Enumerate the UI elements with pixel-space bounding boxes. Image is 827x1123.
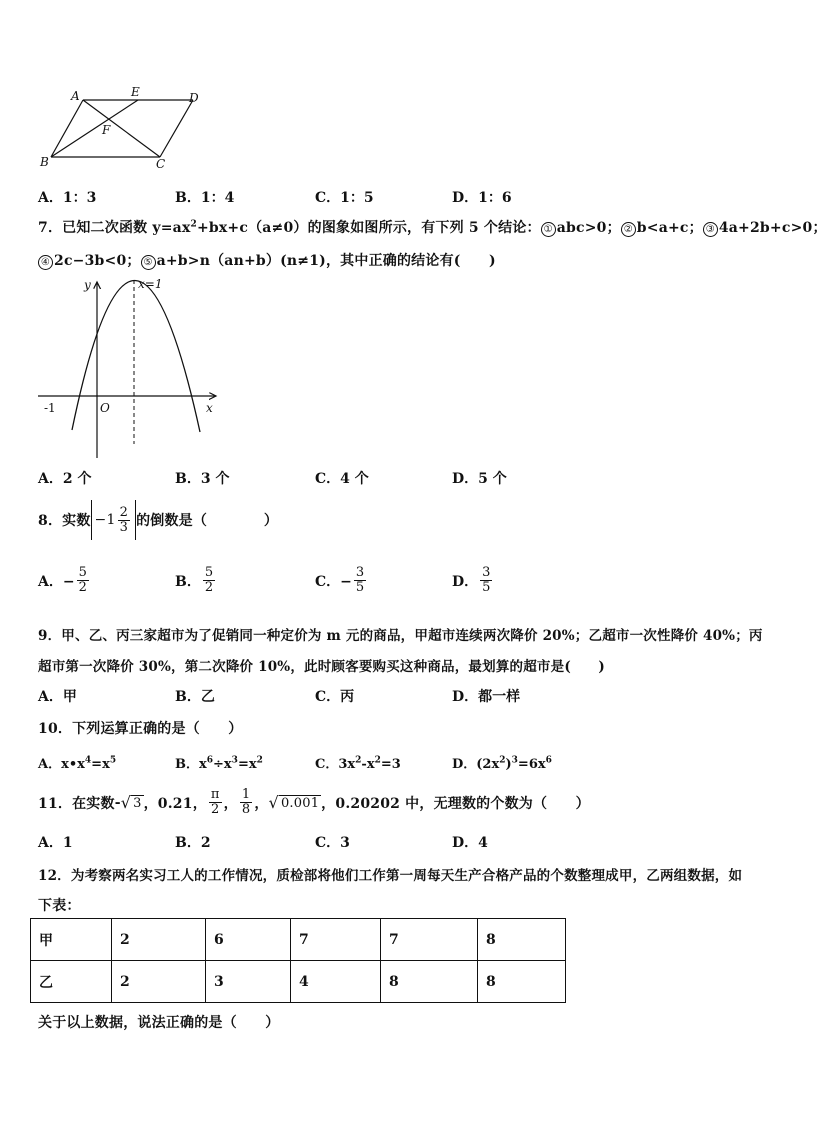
sqrt-0001: √ 0.001 xyxy=(268,793,320,812)
parallelogram-figure xyxy=(36,84,206,174)
table-cell: 甲 xyxy=(31,919,112,961)
data-table xyxy=(30,918,566,1003)
q8-option-a: A．− $\frac{5}{2}$ xyxy=(38,565,87,595)
label-A: A xyxy=(71,89,80,103)
q7-stem-line2: ④ 2c−3b<0； ⑤ a+b>n（an+b）(n≠1)，其中正确的结论有( ) xyxy=(38,250,496,270)
q7-option-b: B．3 个 xyxy=(175,471,230,487)
q7-option-a: A．2 个 xyxy=(38,471,92,487)
q12-stem-line2: 下表： xyxy=(38,898,81,914)
q8-option-d: D． $\frac{3}{5}$ xyxy=(452,565,491,595)
parabola-curve xyxy=(72,280,200,432)
axis-label: x=1 xyxy=(138,277,163,291)
q9-option-b: B．乙 xyxy=(175,689,215,705)
origin-label: O xyxy=(100,401,110,415)
minus-one-label: -1 xyxy=(44,401,56,415)
table-cell: 8 xyxy=(478,919,566,961)
q10-option-c: C．$3x^2-x^2=3$ xyxy=(315,755,401,772)
q11-option-a: A．1 xyxy=(38,835,73,851)
table-cell: 8 xyxy=(381,961,478,1003)
table-cell: 7 xyxy=(291,919,381,961)
q12-stem-line1: 12．为考察两名实习工人的工作情况，质检部将他们工作第一周每天生产合格产品的个数整理成甲，乙两组数据，如 xyxy=(38,868,743,884)
q8-option-b: B． $\frac{5}{2}$ xyxy=(175,565,214,595)
q6-option-b: B．1：4 xyxy=(175,190,235,206)
q7-option-d: D．5 个 xyxy=(452,471,507,487)
q10-stem: 10．下列运算正确的是（ ） xyxy=(38,721,243,737)
q11-option-b: B．2 xyxy=(175,835,211,851)
q9-stem-line1: 9．甲、乙、丙三家超市为了促销同一种定价为 m 元的商品，甲超市连续两次降价 20%；乙超市一次性降价 40%；丙 xyxy=(38,628,763,644)
q10-option-d: D．$(2x^2)^3=6x^6$ xyxy=(452,755,552,772)
table-cell: 2 xyxy=(112,919,206,961)
q9-option-c: C．丙 xyxy=(315,689,355,705)
x-label: x xyxy=(206,401,213,415)
q9-option-d: D．都一样 xyxy=(452,689,521,705)
table-cell: 4 xyxy=(291,961,381,1003)
table-row xyxy=(31,961,566,1003)
parabola-graph xyxy=(30,272,230,462)
q6-option-a: A．1：3 xyxy=(38,190,97,206)
q11-stem: 11．在实数 - √ 3 ，0.21， $\frac{\pi}{2}$ ， $\frac{1}{8}$ ， √ 0.001 ，0.20202 中，无理数的个数为（ ） xyxy=(38,787,590,817)
label-D: D xyxy=(189,91,199,105)
sqrt-3: √ 3 xyxy=(120,793,142,812)
q7-stem-line1: 7．已知二次函数 $y=ax^2+bx+c(a\ne 0)$的图象如图所示，有下列 5 个结论： ① abc>0； ② b<a+c； ③ 4a+2b+c>0； xyxy=(38,219,827,236)
label-B: B xyxy=(40,155,49,169)
q7-option-c: C．4 个 xyxy=(315,471,369,487)
q8-option-c: C．− $\frac{3}{5}$ xyxy=(315,565,365,595)
table-cell: 6 xyxy=(206,919,291,961)
label-C: C xyxy=(156,157,166,171)
table-cell: 乙 xyxy=(31,961,112,1003)
q6-option-d: D．1：6 xyxy=(452,190,512,206)
label-E: E xyxy=(131,85,140,99)
q6-option-c: C．1：5 xyxy=(315,190,374,206)
q12-question: 关于以上数据，说法正确的是（ ） xyxy=(38,1015,280,1031)
table-cell: 7 xyxy=(381,919,478,961)
table-cell: 2 xyxy=(112,961,206,1003)
table-cell: 8 xyxy=(478,961,566,1003)
label-F: F xyxy=(102,123,111,137)
y-label: y xyxy=(84,278,91,292)
q10-option-a: A．$x•x^4=x^5$ xyxy=(38,755,117,772)
table-row xyxy=(31,919,566,961)
q8-stem: 8．实数 −1 $\frac{2}{3}$ 的倒数是（ ） xyxy=(38,500,278,540)
table-cell: 3 xyxy=(206,961,291,1003)
q11-option-d: D．4 xyxy=(452,835,488,851)
absolute-value: −1 $\frac{2}{3}$ xyxy=(91,500,137,540)
q10-option-b: B．$x^6\div x^3=x^2$ xyxy=(175,755,263,772)
q9-stem-line2: 超市第一次降价 30%，第二次降价 10%，此时顾客要购买这种商品，最划算的超市是( ) xyxy=(38,659,605,675)
q9-option-a: A．甲 xyxy=(38,689,77,705)
q11-option-c: C．3 xyxy=(315,835,350,851)
